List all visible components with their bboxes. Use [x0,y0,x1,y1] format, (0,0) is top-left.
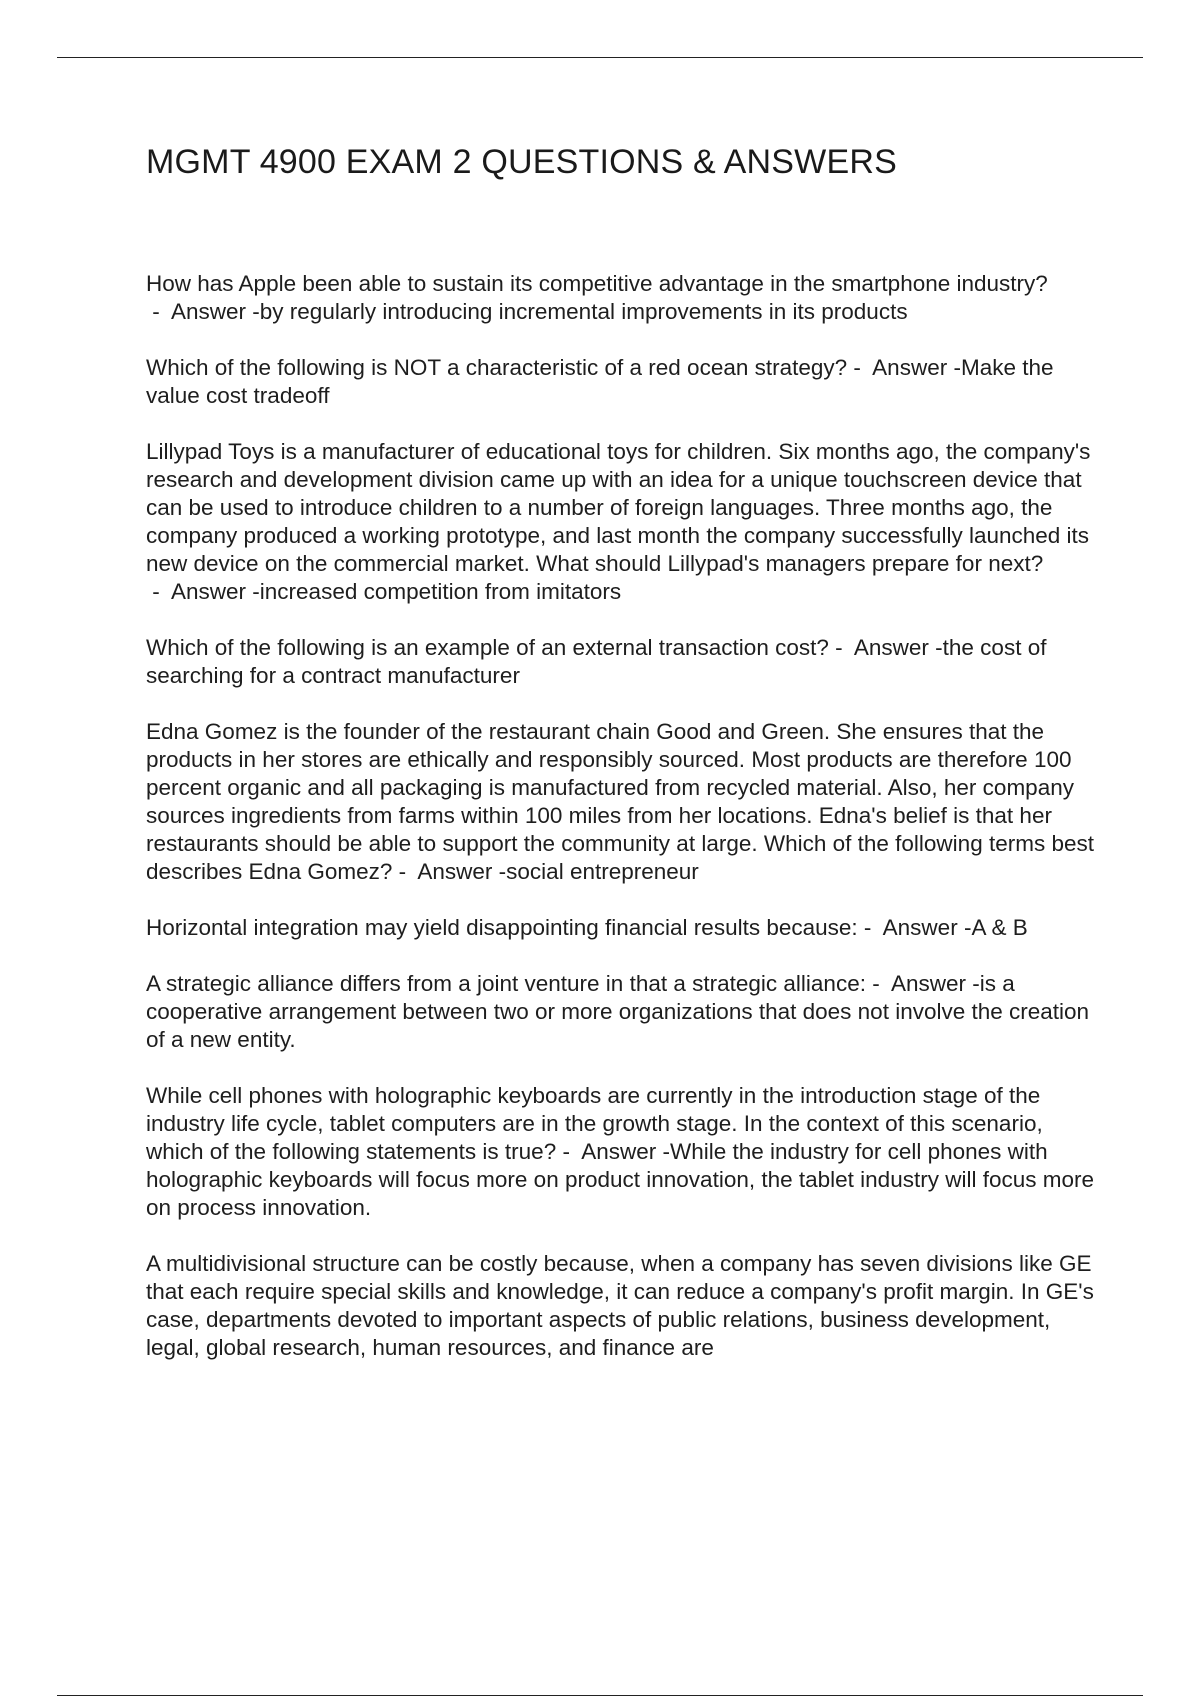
document-title: MGMT 4900 EXAM 2 QUESTIONS & ANSWERS [146,143,897,181]
bottom-rule [57,1695,1143,1696]
answer-text: While the industry for cell phones with holographic keyboards will focus more on product innovation, the tablet industry will focus more on process innovation. [146,1139,1094,1220]
question-text: Edna Gomez is the founder of the restaurant chain Good and Green. She ensures that the products in her stores are ethically and responsibly sourced. Most products are therefore 100 percent organic and all packaging is manufactured from recycled material. Also, her company sources ingredients from farms within 100 miles from her locations. Edna's belief is that her restaurants should be able to support the community at large. Which of the following terms best describes Edna Gomez? [146,719,1094,884]
answer-separator: - Answer - [857,915,972,940]
top-rule [57,57,1143,58]
qa-item [146,270,1096,326]
answer-separator: - Answer - [146,579,260,604]
question-text: While cell phones with holographic keyboards are currently in the introduction stage of the industry life cycle, tablet computers are in the growth stage. In the context of this scenario, which of the following statements is true? [146,1083,1043,1164]
qa-item [146,1250,1096,1362]
qa-item [146,718,1096,886]
answer-separator: - Answer - [556,1139,670,1164]
qa-list [146,270,1096,1390]
answer-text: is a cooperative arrangement between two or more organizations that does not involve the creation of a new entity. [146,971,1090,1052]
answer-separator: - Answer - [847,355,961,380]
question-text: How has Apple been able to sustain its competitive advantage in the smartphone industry? [146,271,1048,296]
question-text: Horizontal integration may yield disappointing financial results because: [146,915,858,940]
answer-text: by regularly introducing incremental improvements in its products [259,299,908,324]
answer-separator: - Answer - [392,859,507,884]
qa-item [146,1082,1096,1222]
question-text: A multidivisional structure can be costly because, when a company has seven divisions like GE that each require special skills and knowledge, it can reduce a company's profit margin. In GE's case, departments devoted to important aspects of public relations, business development, legal, global research, human resources, and finance are [146,1251,1094,1360]
answer-text: social entrepreneur [506,859,699,884]
qa-item [146,634,1096,690]
answer-separator: - Answer - [828,635,943,660]
question-text: Which of the following is NOT a characteristic of a red ocean strategy? [146,355,848,380]
qa-item [146,354,1096,410]
answer-text: increased competition from imitators [259,579,622,604]
answer-text: the cost of searching for a contract manufacturer [146,635,1047,688]
answer-text: Make the value cost tradeoff [146,355,1054,408]
qa-item [146,914,1096,942]
answer-text: A & B [971,915,1028,940]
answer-separator: - Answer - [146,299,260,324]
qa-item [146,970,1096,1054]
question-text: Lillypad Toys is a manufacturer of educational toys for children. Six months ago, the company's research and development division came up with an idea for a unique touchscreen device that can be used to introduce children to a number of foreign languages. Three months ago, the company produced a working prototype, and last month the company successfully launched its new device on the commercial market. What should Lillypad's managers prepare for next? [146,439,1091,576]
question-text: A strategic alliance differs from a joint venture in that a strategic alliance: [146,971,866,996]
qa-item [146,438,1096,606]
answer-separator: - Answer - [865,971,980,996]
question-text: Which of the following is an example of an external transaction cost? [146,635,829,660]
